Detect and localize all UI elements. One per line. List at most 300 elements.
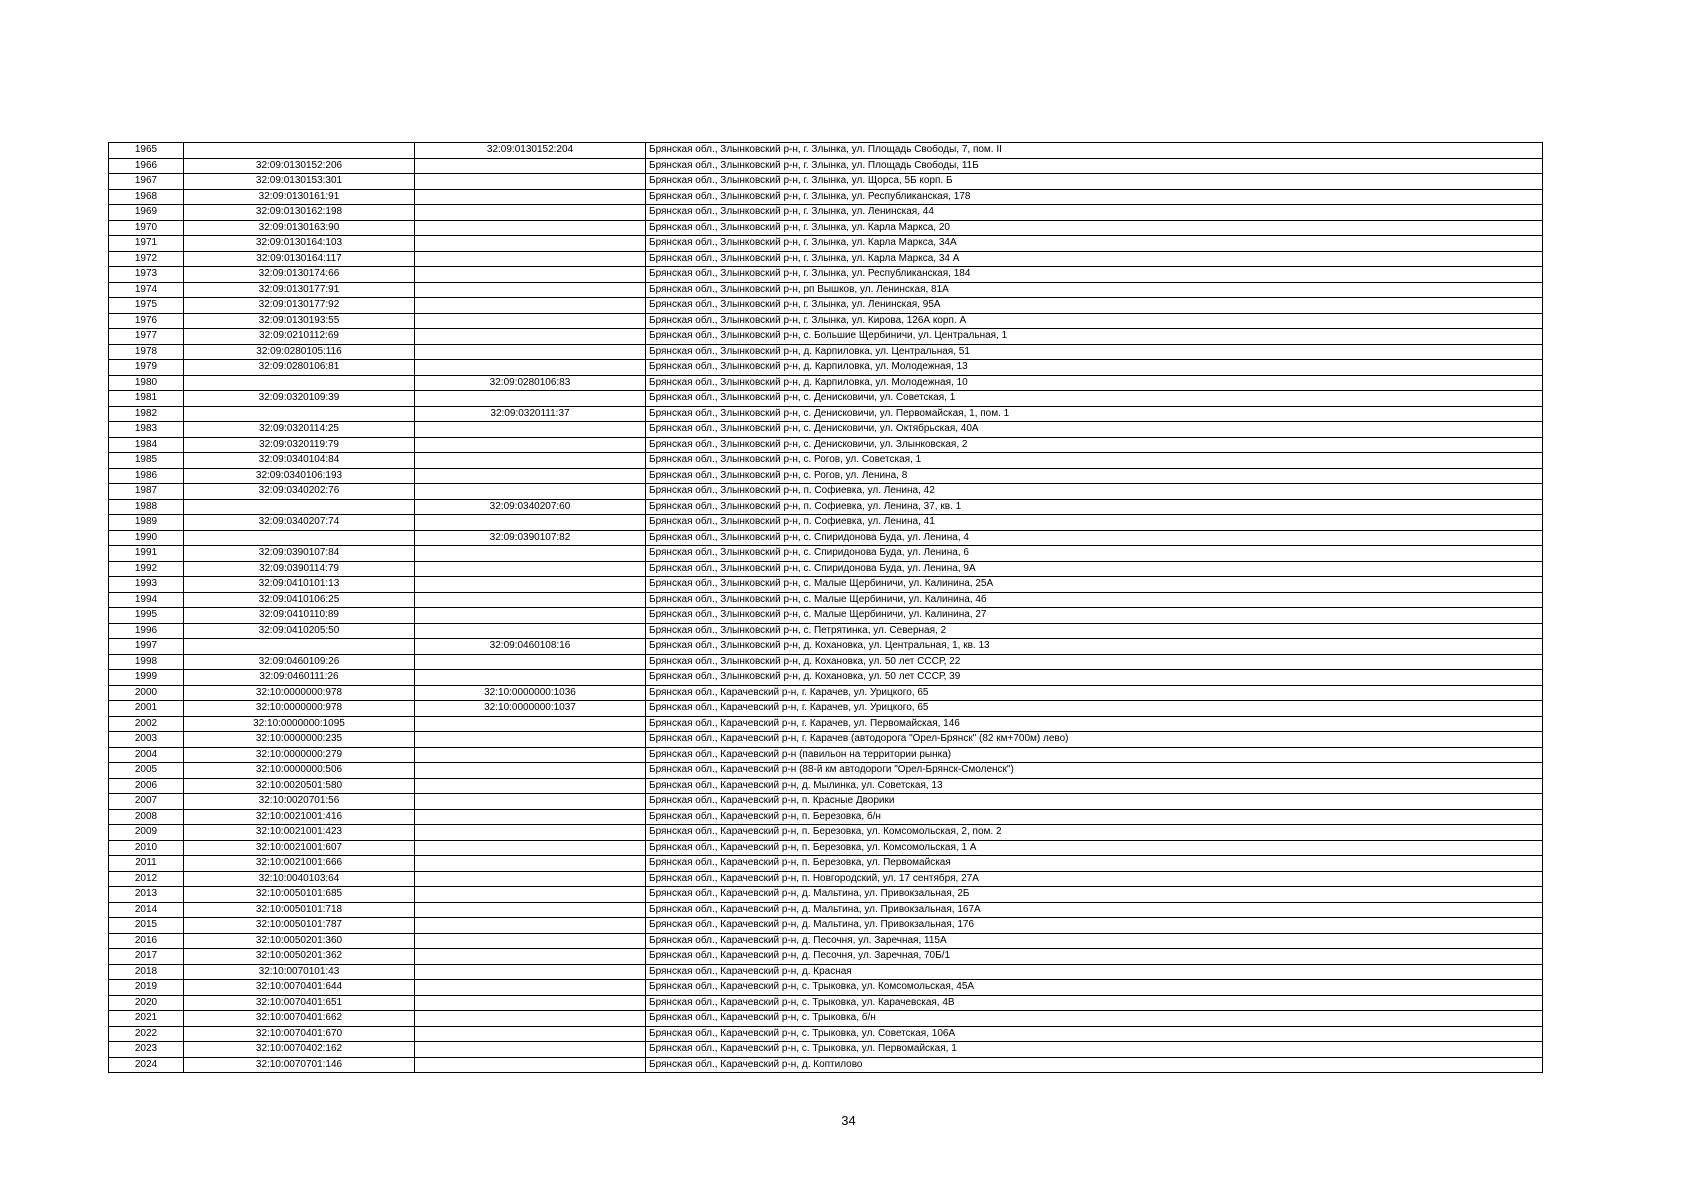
cadastral-number-cell: 32:09:0390114:79: [184, 561, 415, 577]
cadastral-number-cell: 32:10:0000000:978: [184, 685, 415, 701]
table-row: [109, 158, 1543, 174]
address-cell: Брянская обл., Карачевский р-н, п. Красные Дворики: [646, 794, 1543, 810]
row-number-cell: 2005: [109, 763, 184, 779]
premises-cadastral-number-cell: [415, 995, 646, 1011]
cadastral-number-cell: 32:09:0280105:116: [184, 344, 415, 360]
table-row: [109, 251, 1543, 267]
cadastral-number-cell: 32:10:0070402:162: [184, 1042, 415, 1058]
premises-cadastral-number-cell: [415, 747, 646, 763]
address-cell: Брянская обл., Злынковский р-н, с. Рогов, ул. Советская, 1: [646, 453, 1543, 469]
row-number-cell: 1991: [109, 546, 184, 562]
row-number-cell: 1979: [109, 360, 184, 376]
cadastral-number-cell: 32:10:0050201:362: [184, 949, 415, 965]
cadastral-number-cell: 32:10:0070101:43: [184, 964, 415, 980]
row-number-cell: 1992: [109, 561, 184, 577]
cadastral-number-cell: 32:09:0130177:92: [184, 298, 415, 314]
address-cell: Брянская обл., Злынковский р-н, г. Злынка, ул. Ленинская, 95А: [646, 298, 1543, 314]
table-row: [109, 530, 1543, 546]
premises-cadastral-number-cell: [415, 809, 646, 825]
address-cell: Брянская обл., Злынковский р-н, с. Денисковичи, ул. Злынковская, 2: [646, 437, 1543, 453]
address-cell: Брянская обл., Злынковский р-н, с. Малые Щербиничи, ул. Калинина, 4б: [646, 592, 1543, 608]
address-cell: Брянская обл., Злынковский р-н, с. Спиридонова Буда, ул. Ленина, 4: [646, 530, 1543, 546]
table-row: [109, 933, 1543, 949]
cadastral-number-cell: 32:09:0410205:50: [184, 623, 415, 639]
address-cell: Брянская обл., Злынковский р-н, п. Софиевка, ул. Ленина, 42: [646, 484, 1543, 500]
premises-cadastral-number-cell: [415, 220, 646, 236]
table-row: [109, 918, 1543, 934]
address-cell: Брянская обл., Карачевский р-н, д. Мальтина, ул. Привокзальная, 167А: [646, 902, 1543, 918]
row-number-cell: 2004: [109, 747, 184, 763]
row-number-cell: 1984: [109, 437, 184, 453]
row-number-cell: 1986: [109, 468, 184, 484]
table-row: [109, 406, 1543, 422]
table-row: [109, 236, 1543, 252]
row-number-cell: 1996: [109, 623, 184, 639]
premises-cadastral-number-cell: [415, 205, 646, 221]
address-cell: Брянская обл., Карачевский р-н, д. Мылинка, ул. Советская, 13: [646, 778, 1543, 794]
row-number-cell: 2016: [109, 933, 184, 949]
table-row: [109, 809, 1543, 825]
cadastral-number-cell: 32:09:0340207:74: [184, 515, 415, 531]
row-number-cell: 2014: [109, 902, 184, 918]
cadastral-number-cell: 32:10:0000000:279: [184, 747, 415, 763]
table-row: [109, 344, 1543, 360]
address-cell: Брянская обл., Злынковский р-н, с. Денисковичи, ул. Советская, 1: [646, 391, 1543, 407]
address-cell: Брянская обл., Злынковский р-н, г. Злынка, ул. Карла Маркса, 34А: [646, 236, 1543, 252]
cadastral-number-cell: 32:10:0000000:235: [184, 732, 415, 748]
address-cell: Брянская обл., Злынковский р-н, с. Денисковичи, ул. Первомайская, 1, пом. 1: [646, 406, 1543, 422]
address-cell: Брянская обл., Злынковский р-н, с. Малые Щербиничи, ул. Калинина, 27: [646, 608, 1543, 624]
row-number-cell: 1970: [109, 220, 184, 236]
premises-cadastral-number-cell: [415, 344, 646, 360]
address-cell: Брянская обл., Карачевский р-н, д. Мальтина, ул. Привокзальная, 2Б: [646, 887, 1543, 903]
premises-cadastral-number-cell: [415, 887, 646, 903]
premises-cadastral-number-cell: [415, 1057, 646, 1073]
table-row: [109, 670, 1543, 686]
table-row: [109, 1057, 1543, 1073]
cadastral-number-cell: 32:09:0460109:26: [184, 654, 415, 670]
address-cell: Брянская обл., Карачевский р-н, п. Новгородский, ул. 17 сентября, 27А: [646, 871, 1543, 887]
row-number-cell: 2000: [109, 685, 184, 701]
address-cell: Брянская обл., Злынковский р-н, рп Вышков, ул. Ленинская, 81А: [646, 282, 1543, 298]
row-number-cell: 1977: [109, 329, 184, 345]
cadastral-number-cell: 32:09:0320109:39: [184, 391, 415, 407]
cadastral-number-cell: 32:10:0070401:651: [184, 995, 415, 1011]
row-number-cell: 1985: [109, 453, 184, 469]
row-number-cell: 1975: [109, 298, 184, 314]
premises-cadastral-number-cell: [415, 1011, 646, 1027]
premises-cadastral-number-cell: [415, 654, 646, 670]
cadastral-number-cell: 32:10:0070401:670: [184, 1026, 415, 1042]
address-cell: Брянская обл., Карачевский р-н (88-й км автодороги "Орел-Брянск-Смоленск"): [646, 763, 1543, 779]
table-row: [109, 840, 1543, 856]
address-cell: Брянская обл., Злынковский р-н, д. Карпиловка, ул. Молодежная, 10: [646, 375, 1543, 391]
cadastral-number-cell: 32:09:0410110:89: [184, 608, 415, 624]
table-row: [109, 964, 1543, 980]
cadastral-number-cell: 32:10:0050101:718: [184, 902, 415, 918]
address-cell: Брянская обл., Злынковский р-н, п. Софиевка, ул. Ленина, 41: [646, 515, 1543, 531]
cadastral-number-cell: [184, 639, 415, 655]
row-number-cell: 2010: [109, 840, 184, 856]
table-row: [109, 654, 1543, 670]
table-row: [109, 484, 1543, 500]
table-row: [109, 437, 1543, 453]
cadastral-number-cell: 32:09:0280106:81: [184, 360, 415, 376]
address-cell: Брянская обл., Карачевский р-н, п. Березовка, ул. Первомайская: [646, 856, 1543, 872]
premises-cadastral-number-cell: [415, 732, 646, 748]
premises-cadastral-number-cell: [415, 391, 646, 407]
cadastral-number-cell: 32:10:0021001:416: [184, 809, 415, 825]
premises-cadastral-number-cell: [415, 871, 646, 887]
table-row: [109, 546, 1543, 562]
table-row: [109, 732, 1543, 748]
address-cell: Брянская обл., Карачевский р-н, п. Березовка, ул. Комсомольская, 1 А: [646, 840, 1543, 856]
property-table: [108, 142, 1543, 1073]
cadastral-number-cell: 32:09:0340202:76: [184, 484, 415, 500]
premises-cadastral-number-cell: [415, 825, 646, 841]
premises-cadastral-number-cell: [415, 174, 646, 190]
premises-cadastral-number-cell: [415, 282, 646, 298]
cadastral-number-cell: 32:09:0130164:103: [184, 236, 415, 252]
table-row: [109, 902, 1543, 918]
table-row: [109, 360, 1543, 376]
premises-cadastral-number-cell: [415, 608, 646, 624]
table-row: [109, 716, 1543, 732]
table-row: [109, 608, 1543, 624]
row-number-cell: 1997: [109, 639, 184, 655]
table-row: [109, 856, 1543, 872]
cadastral-number-cell: 32:09:0130153:301: [184, 174, 415, 190]
table-row: [109, 205, 1543, 221]
row-number-cell: 1978: [109, 344, 184, 360]
row-number-cell: 1972: [109, 251, 184, 267]
table-row: [109, 685, 1543, 701]
cadastral-number-cell: 32:09:0130162:198: [184, 205, 415, 221]
cadastral-number-cell: 32:10:0020701:56: [184, 794, 415, 810]
premises-cadastral-number-cell: [415, 422, 646, 438]
table-row: [109, 887, 1543, 903]
premises-cadastral-number-cell: [415, 468, 646, 484]
premises-cadastral-number-cell: [415, 840, 646, 856]
table-row: [109, 515, 1543, 531]
table-row: [109, 282, 1543, 298]
row-number-cell: 1980: [109, 375, 184, 391]
premises-cadastral-number-cell: [415, 251, 646, 267]
address-cell: Брянская обл., Карачевский р-н, г. Карачев, ул. Урицкого, 65: [646, 701, 1543, 717]
premises-cadastral-number-cell: [415, 918, 646, 934]
premises-cadastral-number-cell: 32:09:0130152:204: [415, 143, 646, 159]
table-row: [109, 763, 1543, 779]
premises-cadastral-number-cell: 32:09:0340207:60: [415, 499, 646, 515]
address-cell: Брянская обл., Карачевский р-н, д. Песочня, ул. Заречная, 115А: [646, 933, 1543, 949]
table-row: [109, 174, 1543, 190]
row-number-cell: 1982: [109, 406, 184, 422]
premises-cadastral-number-cell: [415, 623, 646, 639]
premises-cadastral-number-cell: [415, 577, 646, 593]
cadastral-number-cell: 32:09:0410101:13: [184, 577, 415, 593]
row-number-cell: 2022: [109, 1026, 184, 1042]
table-row: [109, 949, 1543, 965]
address-cell: Брянская обл., Карачевский р-н, г. Карачев, ул. Урицкого, 65: [646, 685, 1543, 701]
page-number: 34: [841, 1113, 856, 1128]
cadastral-number-cell: 32:10:0040103:64: [184, 871, 415, 887]
premises-cadastral-number-cell: [415, 778, 646, 794]
premises-cadastral-number-cell: [415, 298, 646, 314]
address-cell: Брянская обл., Злынковский р-н, с. Спиридонова Буда, ул. Ленина, 9А: [646, 561, 1543, 577]
premises-cadastral-number-cell: [415, 561, 646, 577]
cadastral-number-cell: 32:10:0021001:607: [184, 840, 415, 856]
row-number-cell: 1983: [109, 422, 184, 438]
cadastral-number-cell: 32:10:0021001:423: [184, 825, 415, 841]
address-cell: Брянская обл., Злынковский р-н, с. Петрятинка, ул. Северная, 2: [646, 623, 1543, 639]
row-number-cell: 2013: [109, 887, 184, 903]
premises-cadastral-number-cell: [415, 980, 646, 996]
row-number-cell: 1993: [109, 577, 184, 593]
row-number-cell: 1999: [109, 670, 184, 686]
row-number-cell: 2006: [109, 778, 184, 794]
address-cell: Брянская обл., Карачевский р-н, с. Трыковка, ул. Карачевская, 4В: [646, 995, 1543, 1011]
premises-cadastral-number-cell: [415, 794, 646, 810]
table-row: [109, 871, 1543, 887]
premises-cadastral-number-cell: [415, 453, 646, 469]
row-number-cell: 1988: [109, 499, 184, 515]
cadastral-number-cell: 32:09:0130193:55: [184, 313, 415, 329]
cadastral-number-cell: 32:09:0320114:25: [184, 422, 415, 438]
cadastral-number-cell: 32:10:0070701:146: [184, 1057, 415, 1073]
address-cell: Брянская обл., Злынковский р-н, д. Кохановка, ул. 50 лет СССР, 39: [646, 670, 1543, 686]
premises-cadastral-number-cell: 32:09:0280106:83: [415, 375, 646, 391]
row-number-cell: 2015: [109, 918, 184, 934]
premises-cadastral-number-cell: [415, 484, 646, 500]
address-cell: Брянская обл., Карачевский р-н, д. Коптилово: [646, 1057, 1543, 1073]
address-cell: Брянская обл., Карачевский р-н, с. Трыковка, ул. Советская, 106А: [646, 1026, 1543, 1042]
address-cell: Брянская обл., Злынковский р-н, г. Злынка, ул. Республиканская, 184: [646, 267, 1543, 283]
address-cell: Брянская обл., Злынковский р-н, д. Кохановка, ул. 50 лет СССР, 22: [646, 654, 1543, 670]
premises-cadastral-number-cell: [415, 236, 646, 252]
row-number-cell: 2002: [109, 716, 184, 732]
address-cell: Брянская обл., Злынковский р-н, д. Кохановка, ул. Центральная, 1, кв. 13: [646, 639, 1543, 655]
table-row: [109, 499, 1543, 515]
premises-cadastral-number-cell: [415, 1026, 646, 1042]
table-row: [109, 639, 1543, 655]
row-number-cell: 2020: [109, 995, 184, 1011]
cadastral-number-cell: 32:09:0210112:69: [184, 329, 415, 345]
row-number-cell: 2018: [109, 964, 184, 980]
row-number-cell: 2007: [109, 794, 184, 810]
cadastral-number-cell: 32:10:0070401:662: [184, 1011, 415, 1027]
table-row: [109, 468, 1543, 484]
address-cell: Брянская обл., Злынковский р-н, с. Большие Щербиничи, ул. Центральная, 1: [646, 329, 1543, 345]
address-cell: Брянская обл., Злынковский р-н, д. Карпиловка, ул. Центральная, 51: [646, 344, 1543, 360]
cadastral-number-cell: 32:09:0460111:26: [184, 670, 415, 686]
address-cell: Брянская обл., Карачевский р-н, г. Карачев, ул. Первомайская, 146: [646, 716, 1543, 732]
cadastral-number-cell: 32:10:0021001:666: [184, 856, 415, 872]
table-row: [109, 577, 1543, 593]
table-row: [109, 747, 1543, 763]
row-number-cell: 2024: [109, 1057, 184, 1073]
cadastral-number-cell: 32:09:0340106:193: [184, 468, 415, 484]
table-row: [109, 313, 1543, 329]
address-cell: Брянская обл., Карачевский р-н, с. Трыковка, б/н: [646, 1011, 1543, 1027]
row-number-cell: 1974: [109, 282, 184, 298]
address-cell: Брянская обл., Карачевский р-н, г. Карачев (автодорога "Орел-Брянск" (82 км+700м) лево): [646, 732, 1543, 748]
cadastral-number-cell: 32:10:0020501:580: [184, 778, 415, 794]
cadastral-number-cell: 32:09:0130161:91: [184, 189, 415, 205]
premises-cadastral-number-cell: [415, 763, 646, 779]
row-number-cell: 1990: [109, 530, 184, 546]
row-number-cell: 1998: [109, 654, 184, 670]
premises-cadastral-number-cell: [415, 313, 646, 329]
table-row: [109, 623, 1543, 639]
premises-cadastral-number-cell: [415, 856, 646, 872]
cadastral-number-cell: 32:09:0340104:84: [184, 453, 415, 469]
table-row: [109, 592, 1543, 608]
row-number-cell: 2001: [109, 701, 184, 717]
address-cell: Брянская обл., Злынковский р-н, с. Рогов, ул. Ленина, 8: [646, 468, 1543, 484]
premises-cadastral-number-cell: [415, 964, 646, 980]
table-row: [109, 701, 1543, 717]
address-cell: Брянская обл., Злынковский р-н, с. Денисковичи, ул. Октябрьская, 40А: [646, 422, 1543, 438]
premises-cadastral-number-cell: [415, 267, 646, 283]
premises-cadastral-number-cell: [415, 189, 646, 205]
table-row: [109, 329, 1543, 345]
address-cell: Брянская обл., Злынковский р-н, г. Злынка, ул. Карла Маркса, 20: [646, 220, 1543, 236]
address-cell: Брянская обл., Злынковский р-н, г. Злынка, ул. Республиканская, 178: [646, 189, 1543, 205]
row-number-cell: 2008: [109, 809, 184, 825]
cadastral-number-cell: 32:10:0050101:787: [184, 918, 415, 934]
address-cell: Брянская обл., Карачевский р-н, д. Мальтина, ул. Привокзальная, 176: [646, 918, 1543, 934]
premises-cadastral-number-cell: [415, 158, 646, 174]
row-number-cell: 2012: [109, 871, 184, 887]
address-cell: Брянская обл., Карачевский р-н, с. Трыковка, ул. Комсомольская, 45А: [646, 980, 1543, 996]
row-number-cell: 1989: [109, 515, 184, 531]
row-number-cell: 1981: [109, 391, 184, 407]
premises-cadastral-number-cell: 32:10:0000000:1037: [415, 701, 646, 717]
cadastral-number-cell: 32:10:0000000:506: [184, 763, 415, 779]
table-row: [109, 1026, 1543, 1042]
cadastral-number-cell: 32:09:0320119:79: [184, 437, 415, 453]
cadastral-number-cell: 32:10:0050101:685: [184, 887, 415, 903]
address-cell: Брянская обл., Злынковский р-н, г. Злынка, ул. Ленинская, 44: [646, 205, 1543, 221]
table-row: [109, 220, 1543, 236]
cadastral-number-cell: 32:09:0130174:66: [184, 267, 415, 283]
premises-cadastral-number-cell: [415, 329, 646, 345]
address-cell: Брянская обл., Злынковский р-н, г. Злынка, ул. Площадь Свободы, 11Б: [646, 158, 1543, 174]
cadastral-number-cell: 32:09:0130163:90: [184, 220, 415, 236]
premises-cadastral-number-cell: [415, 360, 646, 376]
row-number-cell: 1965: [109, 143, 184, 159]
row-number-cell: 1971: [109, 236, 184, 252]
row-number-cell: 1995: [109, 608, 184, 624]
row-number-cell: 1969: [109, 205, 184, 221]
premises-cadastral-number-cell: [415, 670, 646, 686]
premises-cadastral-number-cell: [415, 592, 646, 608]
premises-cadastral-number-cell: 32:10:0000000:1036: [415, 685, 646, 701]
address-cell: Брянская обл., Злынковский р-н, с. Спиридонова Буда, ул. Ленина, 6: [646, 546, 1543, 562]
row-number-cell: 1973: [109, 267, 184, 283]
cadastral-number-cell: [184, 530, 415, 546]
table-row: [109, 995, 1543, 1011]
table-row: [109, 825, 1543, 841]
row-number-cell: 1966: [109, 158, 184, 174]
premises-cadastral-number-cell: [415, 902, 646, 918]
cadastral-number-cell: 32:09:0390107:84: [184, 546, 415, 562]
table-row: [109, 453, 1543, 469]
cadastral-number-cell: [184, 143, 415, 159]
cadastral-number-cell: 32:09:0410106:25: [184, 592, 415, 608]
premises-cadastral-number-cell: [415, 716, 646, 732]
cadastral-number-cell: [184, 499, 415, 515]
row-number-cell: 2011: [109, 856, 184, 872]
table-row: [109, 143, 1543, 159]
table-row: [109, 391, 1543, 407]
premises-cadastral-number-cell: 32:09:0460108:16: [415, 639, 646, 655]
address-cell: Брянская обл., Злынковский р-н, г. Злынка, ул. Кирова, 126А корп. А: [646, 313, 1543, 329]
table-row: [109, 980, 1543, 996]
row-number-cell: 1994: [109, 592, 184, 608]
row-number-cell: 2017: [109, 949, 184, 965]
address-cell: Брянская обл., Злынковский р-н, с. Малые Щербиничи, ул. Калинина, 25А: [646, 577, 1543, 593]
table-row: [109, 422, 1543, 438]
property-table-body: [109, 143, 1543, 1073]
cadastral-number-cell: 32:09:0130152:206: [184, 158, 415, 174]
premises-cadastral-number-cell: [415, 437, 646, 453]
address-cell: Брянская обл., Карачевский р-н, п. Березовка, ул. Комсомольская, 2, пом. 2: [646, 825, 1543, 841]
table-row: [109, 375, 1543, 391]
table-row: [109, 1011, 1543, 1027]
row-number-cell: 1976: [109, 313, 184, 329]
row-number-cell: 1968: [109, 189, 184, 205]
premises-cadastral-number-cell: [415, 546, 646, 562]
address-cell: Брянская обл., Злынковский р-н, г. Злынка, ул. Щорса, 5Б корп. Б: [646, 174, 1543, 190]
cadastral-number-cell: 32:10:0000000:978: [184, 701, 415, 717]
address-cell: Брянская обл., Карачевский р-н, д. Красная: [646, 964, 1543, 980]
row-number-cell: 2019: [109, 980, 184, 996]
cadastral-number-cell: 32:10:0070401:644: [184, 980, 415, 996]
row-number-cell: 2021: [109, 1011, 184, 1027]
address-cell: Брянская обл., Карачевский р-н, с. Трыковка, ул. Первомайская, 1: [646, 1042, 1543, 1058]
address-cell: Брянская обл., Карачевский р-н, д. Песочня, ул. Заречная, 70Б/1: [646, 949, 1543, 965]
row-number-cell: 1987: [109, 484, 184, 500]
table-row: [109, 794, 1543, 810]
table-row: [109, 267, 1543, 283]
premises-cadastral-number-cell: 32:09:0390107:82: [415, 530, 646, 546]
address-cell: Брянская обл., Злынковский р-н, г. Злынка, ул. Карла Маркса, 34 А: [646, 251, 1543, 267]
table-row: [109, 561, 1543, 577]
cadastral-number-cell: [184, 375, 415, 391]
row-number-cell: 1967: [109, 174, 184, 190]
premises-cadastral-number-cell: [415, 1042, 646, 1058]
table-row: [109, 298, 1543, 314]
row-number-cell: 2023: [109, 1042, 184, 1058]
cadastral-number-cell: 32:09:0130164:117: [184, 251, 415, 267]
row-number-cell: 2003: [109, 732, 184, 748]
premises-cadastral-number-cell: [415, 949, 646, 965]
address-cell: Брянская обл., Злынковский р-н, г. Злынка, ул. Площадь Свободы, 7, пом. II: [646, 143, 1543, 159]
address-cell: Брянская обл., Злынковский р-н, п. Софиевка, ул. Ленина, 37, кв. 1: [646, 499, 1543, 515]
table-row: [109, 778, 1543, 794]
cadastral-number-cell: 32:10:0050201:360: [184, 933, 415, 949]
table-row: [109, 1042, 1543, 1058]
premises-cadastral-number-cell: [415, 933, 646, 949]
cadastral-number-cell: [184, 406, 415, 422]
cadastral-number-cell: 32:09:0130177:91: [184, 282, 415, 298]
row-number-cell: 2009: [109, 825, 184, 841]
premises-cadastral-number-cell: 32:09:0320111:37: [415, 406, 646, 422]
address-cell: Брянская обл., Карачевский р-н (павильон на территории рынка): [646, 747, 1543, 763]
cadastral-number-cell: 32:10:0000000:1095: [184, 716, 415, 732]
table-row: [109, 189, 1543, 205]
